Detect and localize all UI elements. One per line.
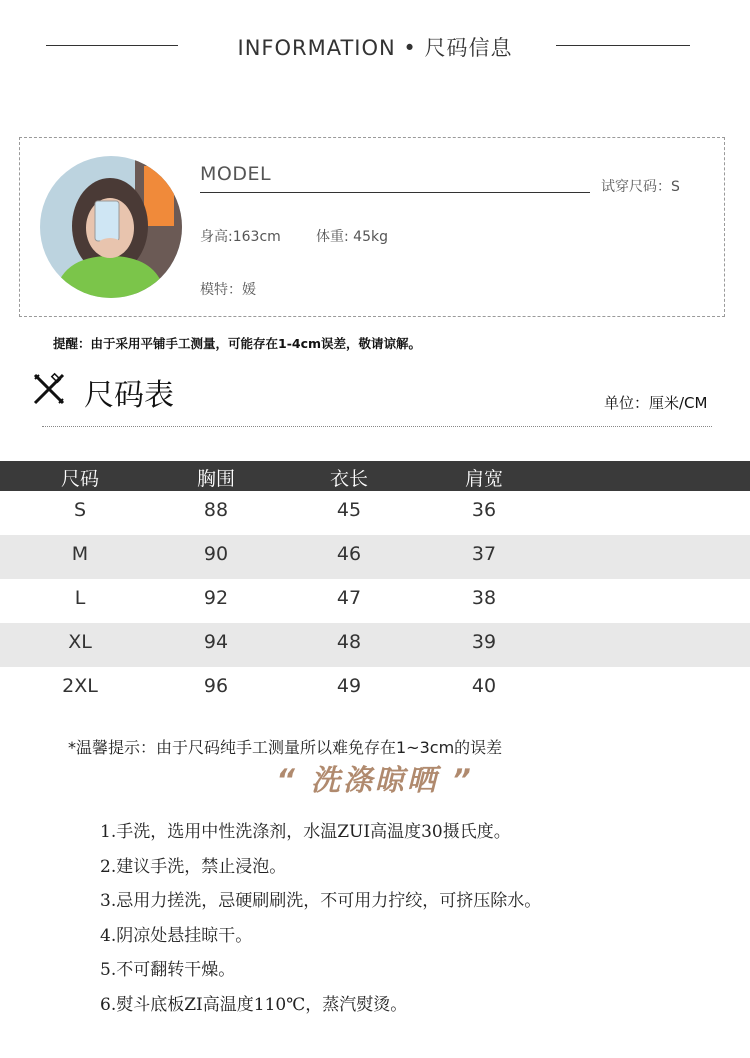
- table-cell: 96: [203, 675, 229, 697]
- washing-title: “ 洗涤晾晒 ”: [276, 763, 474, 797]
- table-cell: M: [71, 543, 89, 565]
- column-header: 肩宽: [464, 468, 503, 490]
- unit-label: 单位：厘米/CM: [604, 394, 708, 412]
- table-cell: 36: [471, 499, 497, 521]
- model-name: 模特：媛: [200, 282, 256, 298]
- table-row: [0, 491, 750, 535]
- table-row: [0, 623, 750, 667]
- table-cell: 38: [471, 587, 497, 609]
- model-heading: MODEL: [200, 163, 272, 185]
- column-header: 尺码: [60, 468, 99, 490]
- list-item: 1.手洗，选用中性洗涤剂，水温ZUI高温度30摄氏度。: [100, 822, 511, 842]
- table-cell: 40: [471, 675, 497, 697]
- table-cell: 90: [203, 543, 229, 565]
- table-cell: 49: [336, 675, 362, 697]
- table-header-row: [0, 461, 750, 491]
- table-row: [0, 667, 750, 711]
- list-item: 3.忌用力搓洗，忌硬刷刷洗，不可用力拧绞，可挤压除水。: [100, 891, 542, 911]
- table-cell: S: [73, 499, 87, 521]
- table-cell: 37: [471, 543, 497, 565]
- dotted-divider: [42, 426, 712, 427]
- washing-list: [100, 820, 541, 1027]
- table-row: [0, 579, 750, 623]
- table-cell: 46: [336, 543, 362, 565]
- model-avatar: [40, 156, 182, 298]
- table-cell: 48: [336, 631, 362, 653]
- model-height: 身高:163cm: [200, 229, 281, 245]
- column-header: 胸围: [196, 468, 235, 490]
- cross-icon: [32, 372, 66, 406]
- list-item: 4.阴凉处悬挂晾干。: [100, 925, 253, 946]
- table-cell: 2XL: [62, 675, 98, 697]
- size-chart-title: 尺码表: [84, 378, 174, 413]
- model-photo: [40, 156, 182, 298]
- model-underline: [200, 192, 590, 193]
- measurement-note: *温馨提示：由于尺码纯手工测量所以难免存在1~3cm的误差: [68, 738, 503, 757]
- measurement-reminder: 提醒：由于采用平铺手工测量，可能存在1-4cm误差，敬请谅解。: [53, 336, 422, 351]
- table-cell: 39: [471, 631, 497, 653]
- table-cell: 88: [203, 499, 229, 521]
- list-item: 5.不可翻转干燥。: [100, 960, 236, 980]
- table-cell: 45: [336, 499, 362, 521]
- model-weight: 体重: 45kg: [316, 229, 388, 245]
- trial-size: 试穿尺码：S: [601, 179, 680, 195]
- table-cell: L: [74, 587, 86, 609]
- list-item: 6.熨斗底板ZI高温度110℃，蒸汽熨烫。: [100, 994, 408, 1015]
- table-cell: 92: [203, 587, 229, 609]
- table-cell: 47: [336, 587, 362, 609]
- size-table: [0, 461, 750, 711]
- table-cell: XL: [68, 631, 92, 653]
- table-row: [0, 535, 750, 579]
- column-header: 衣长: [329, 468, 368, 490]
- table-cell: 94: [203, 631, 229, 653]
- list-item: 2.建议手洗，禁止浸泡。: [100, 856, 287, 877]
- page-title: INFORMATION • 尺码信息: [237, 36, 513, 60]
